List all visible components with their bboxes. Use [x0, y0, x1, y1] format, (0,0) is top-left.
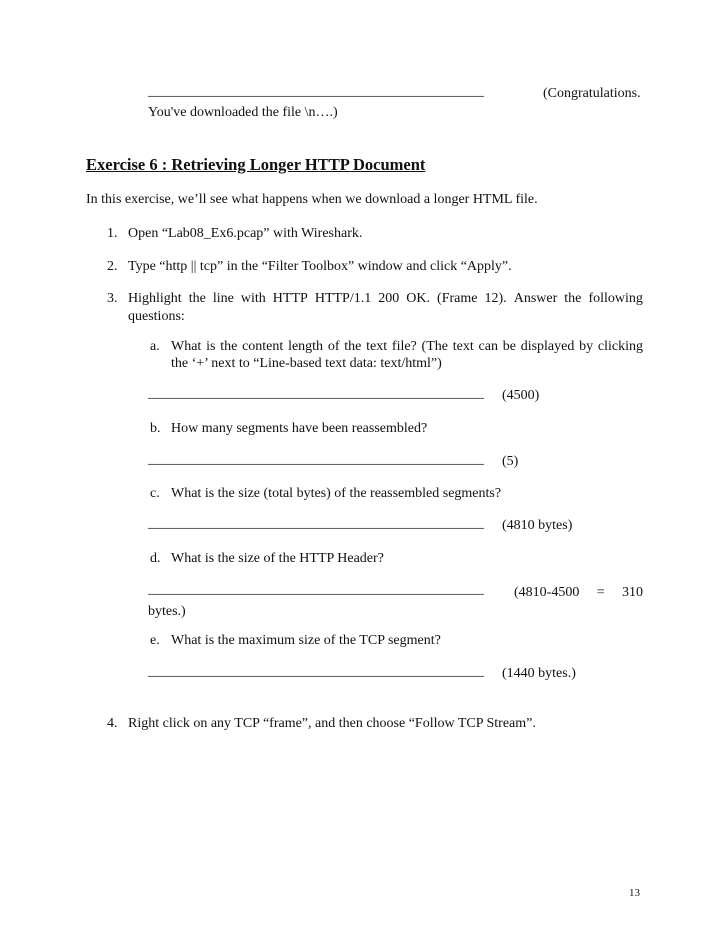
question-text: What is the size of the HTTP Header?: [171, 551, 384, 566]
answer-blank: ________________________________________________: [148, 452, 484, 467]
answer-blank: ________________________________________________: [148, 516, 484, 531]
word: HTTP/1.1: [314, 291, 372, 306]
word: of: [327, 339, 340, 354]
answer-text: (1440 bytes.): [502, 666, 576, 681]
word: clicking: [597, 339, 643, 354]
word: length: [288, 339, 324, 354]
word: OK.: [406, 291, 431, 306]
word: What: [171, 339, 202, 354]
question-letter: a.: [150, 339, 160, 354]
answer-blank: ________________________________________________: [148, 84, 484, 99]
word: following: [588, 291, 643, 306]
answer-blank: ________________________________________________: [148, 582, 484, 597]
step-text-justified: [128, 291, 643, 307]
word: content: [242, 339, 284, 354]
page-number: 13: [629, 887, 640, 899]
question-letter: d.: [150, 551, 161, 566]
word: with: [240, 291, 266, 306]
answer-continuation: bytes.): [148, 604, 186, 619]
answer-text: (Congratulations.: [543, 86, 641, 101]
question-text: What is the size (total bytes) of the reassembled segments?: [171, 486, 502, 501]
step-text: Type “http || tcp” in the “Filter Toolbox” window and click “Apply”.: [128, 259, 512, 274]
answer-text-justified: [514, 585, 643, 601]
word: (Frame: [437, 291, 478, 306]
word: 12).: [484, 291, 507, 306]
word: Answer: [513, 291, 558, 306]
question-text: How many segments have been reassembled?: [171, 421, 428, 436]
word: can: [478, 339, 498, 354]
question-text-justified: [171, 339, 643, 355]
answer-part: (4810-4500: [514, 585, 580, 600]
word: Highlight: [128, 291, 182, 306]
question-letter: e.: [150, 633, 160, 648]
exercise-title: Exercise 6 : Retrieving Longer HTTP Document: [86, 155, 426, 174]
word: file?: [391, 339, 417, 354]
exercise-description: In this exercise, we’ll see what happens when we download a longer HTML file.: [86, 192, 538, 207]
word: displayed: [520, 339, 575, 354]
step-text-continuation: questions:: [128, 309, 185, 324]
step-number: 3.: [107, 291, 118, 306]
word: the: [188, 291, 206, 306]
question-text: What is the maximum size of the TCP segment?: [171, 633, 441, 648]
answer-text: (4810 bytes): [502, 518, 573, 533]
word: be: [502, 339, 516, 354]
answer-continuation: You've downloaded the file \n….): [148, 105, 338, 120]
word: line: [212, 291, 234, 306]
question-letter: c.: [150, 486, 160, 501]
step-number: 2.: [107, 259, 118, 274]
word: text: [452, 339, 474, 354]
answer-blank: ________________________________________________: [148, 664, 484, 679]
answer-text: (5): [502, 454, 519, 469]
step-text: Open “Lab08_Ex6.pcap” with Wireshark.: [128, 226, 363, 241]
step-number: 1.: [107, 226, 118, 241]
word: by: [579, 339, 594, 354]
word: is: [206, 339, 216, 354]
word: the: [220, 339, 238, 354]
word: text: [366, 339, 388, 354]
word: HTTP: [272, 291, 308, 306]
answer-part: =: [596, 585, 605, 600]
question-text-continuation: the ‘+’ next to “Line-based text data: text/html”): [171, 356, 442, 371]
word: (The: [421, 339, 448, 354]
answer-blank: ________________________________________________: [148, 386, 484, 401]
step-text: Right click on any TCP “frame”, and then choose “Follow TCP Stream”.: [128, 716, 536, 731]
question-letter: b.: [150, 421, 161, 436]
word: the: [344, 339, 362, 354]
answer-part: 310: [621, 585, 643, 600]
step-number: 4.: [107, 716, 118, 731]
answer-text: (4500): [502, 388, 540, 403]
word: the: [564, 291, 582, 306]
word: 200: [378, 291, 400, 306]
